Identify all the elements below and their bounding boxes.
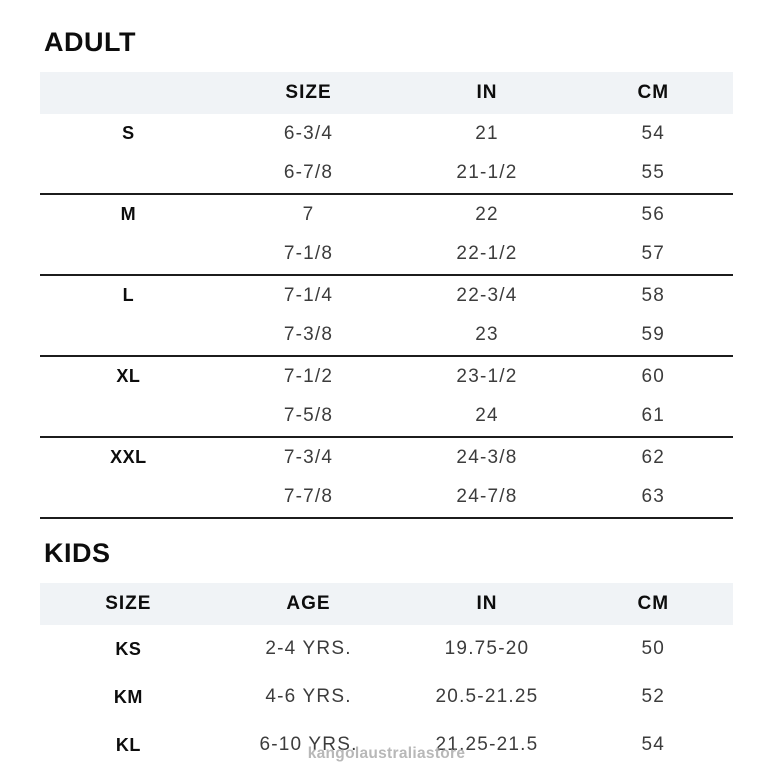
table-row: [40, 397, 733, 437]
inches-cell: 23-1/2: [456, 365, 518, 387]
adult-size-group-xl: [40, 357, 733, 438]
cm-cell: 52: [641, 686, 666, 707]
cm-cell: 54: [641, 734, 666, 755]
size-label-cell: XL: [116, 366, 141, 387]
cm-cell: 58: [641, 284, 666, 306]
inches-cell: 21.25-21.5: [435, 734, 539, 755]
hat-size-cell: 6-3/4: [283, 122, 334, 144]
hat-size-cell: 7-3/4: [283, 446, 334, 468]
table-row: [40, 478, 733, 518]
inches-cell: 19.75-20: [444, 638, 530, 659]
kids-table-header-row: [40, 583, 733, 625]
hat-size-cell: 7-1/2: [283, 365, 334, 387]
table-row: [40, 625, 733, 673]
cm-cell: 62: [641, 446, 666, 468]
adult-header-size: SIZE: [285, 82, 332, 103]
size-label-cell: KM: [113, 686, 143, 707]
hat-size-cell: 7-3/8: [283, 324, 334, 346]
cm-cell: 55: [641, 162, 666, 184]
inches-cell: 22: [475, 203, 499, 225]
size-label-cell: KL: [115, 734, 141, 755]
age-cell: 2-4 YRS.: [265, 638, 352, 659]
inches-cell: 24-7/8: [456, 486, 518, 508]
inches-cell: 21: [475, 122, 499, 144]
table-row: [40, 438, 733, 478]
age-cell: 4-6 YRS.: [265, 686, 352, 707]
inches-cell: 22-3/4: [456, 284, 518, 306]
cm-cell: 54: [641, 122, 666, 144]
cm-cell: 61: [641, 405, 666, 427]
kids-section-title: KIDS: [44, 538, 111, 568]
cm-cell: 59: [641, 324, 666, 346]
cm-cell: 56: [641, 203, 666, 225]
table-row: [40, 195, 733, 235]
hat-size-cell: 7-1/8: [283, 243, 334, 265]
inches-cell: 23: [475, 324, 499, 346]
cm-cell: 50: [641, 638, 666, 659]
adult-size-group-s: [40, 114, 733, 195]
inches-cell: 24: [475, 405, 499, 427]
kids-size-table: [40, 583, 733, 769]
size-label-cell: L: [122, 285, 135, 306]
hat-size-cell: 7-1/4: [283, 284, 334, 306]
adult-header-cm: CM: [637, 82, 670, 103]
inches-cell: 21-1/2: [456, 162, 518, 184]
inches-cell: 22-1/2: [456, 243, 518, 265]
table-row: [40, 316, 733, 356]
adult-size-group-m: [40, 195, 733, 276]
adult-header-in: IN: [476, 82, 498, 103]
size-label-cell: XXL: [110, 447, 147, 468]
adult-section-title: ADULT: [44, 27, 136, 57]
table-row: [40, 235, 733, 275]
table-row: [40, 154, 733, 194]
table-row: [40, 114, 733, 154]
adult-size-table: [40, 72, 733, 519]
inches-cell: 24-3/8: [456, 446, 518, 468]
cm-cell: 63: [641, 486, 666, 508]
adult-size-group-xxl: [40, 438, 733, 519]
table-row: [40, 673, 733, 721]
kids-header-size: SIZE: [105, 593, 152, 614]
size-label-cell: KS: [115, 638, 142, 659]
size-label-cell: S: [122, 123, 135, 144]
kids-header-age: AGE: [286, 593, 331, 614]
hat-size-cell: 6-7/8: [283, 162, 334, 184]
store-watermark: kangolaustraliastore: [307, 745, 466, 762]
cm-cell: 60: [641, 365, 666, 387]
adult-size-group-l: [40, 276, 733, 357]
table-row: [40, 357, 733, 397]
hat-size-cell: 7-7/8: [283, 486, 334, 508]
adult-table-header-row: [40, 72, 733, 114]
age-cell: 6-10 YRS.: [259, 734, 358, 755]
kids-header-in: IN: [476, 593, 498, 614]
table-row: [40, 276, 733, 316]
cm-cell: 57: [641, 243, 666, 265]
kids-header-cm: CM: [637, 593, 670, 614]
hat-size-cell: 7: [302, 203, 315, 225]
hat-size-cell: 7-5/8: [283, 405, 334, 427]
inches-cell: 20.5-21.25: [435, 686, 539, 707]
size-label-cell: M: [120, 204, 137, 225]
